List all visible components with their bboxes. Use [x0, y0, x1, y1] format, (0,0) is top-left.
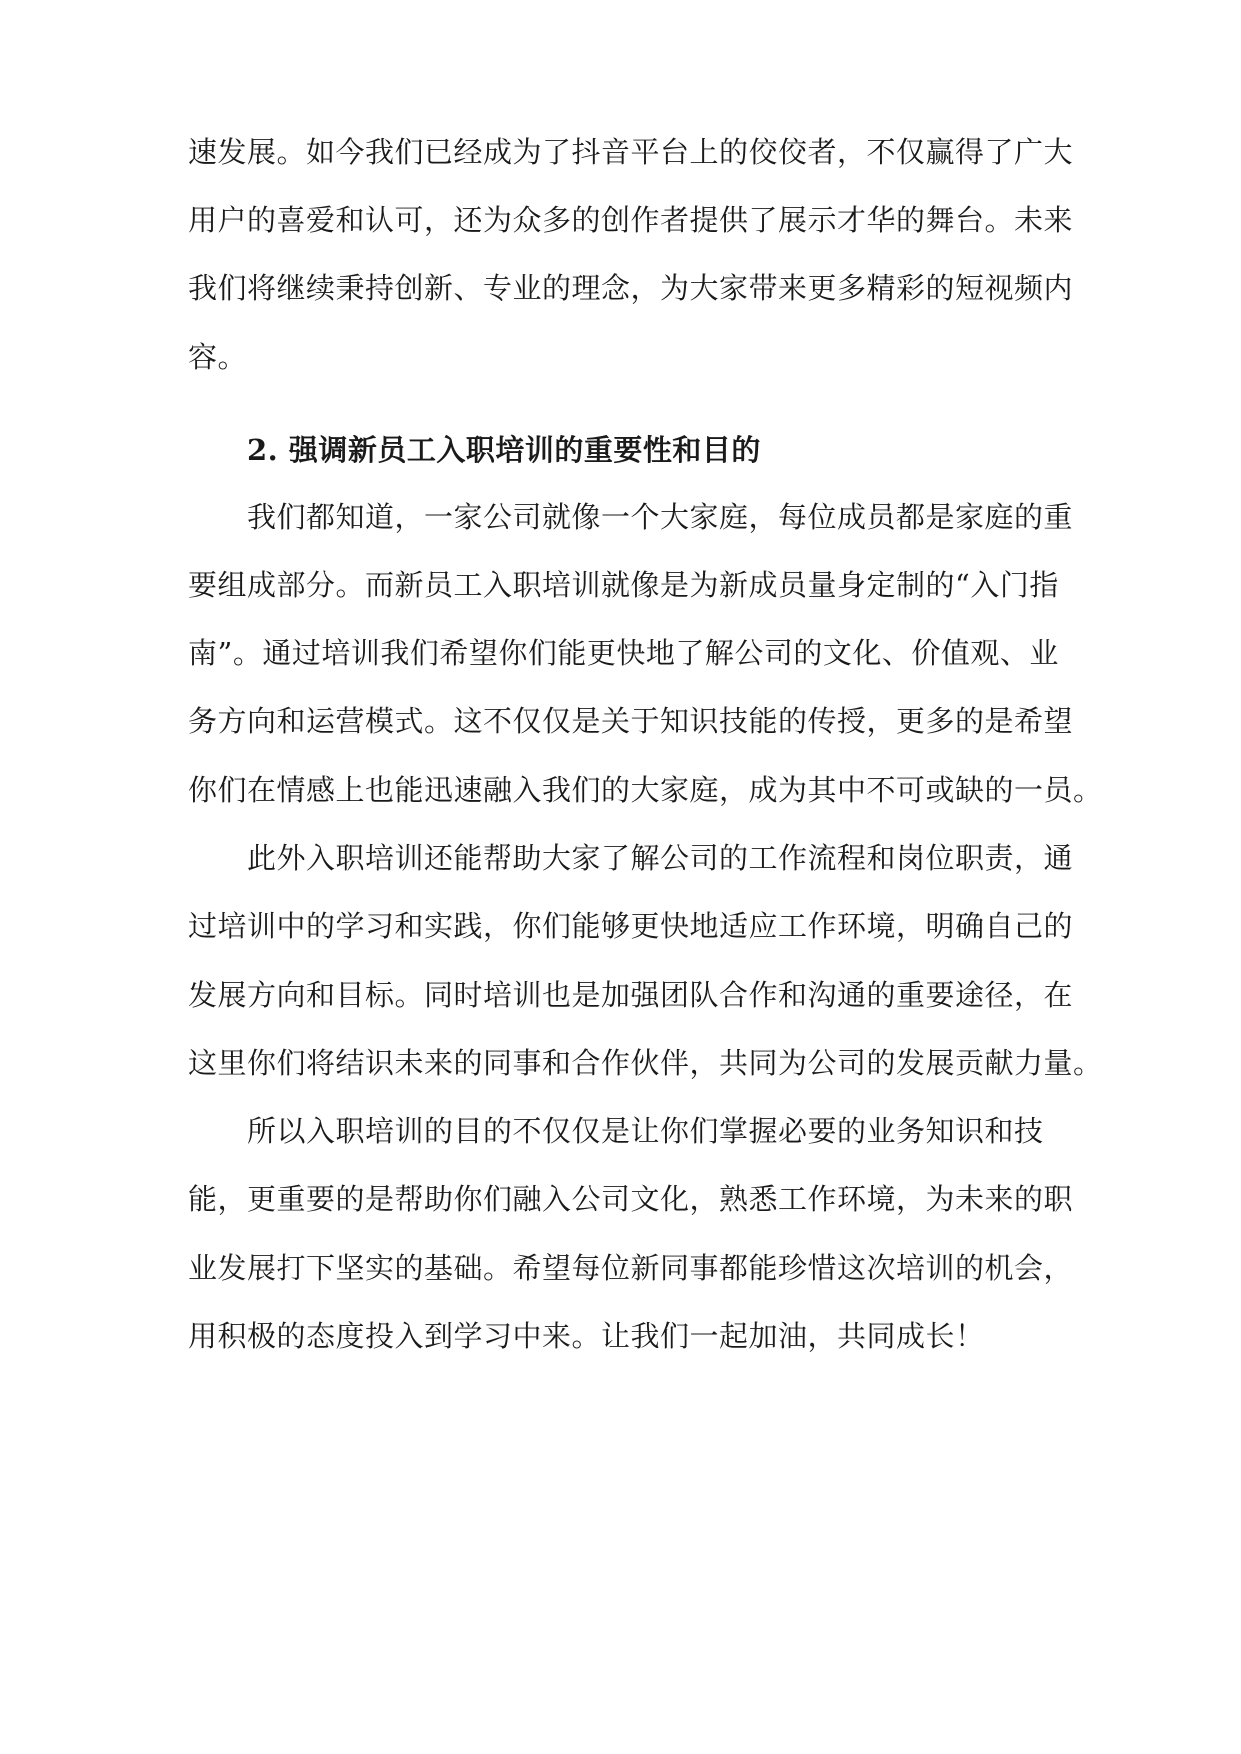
text-line: 能，更重要的是帮助你们融入公司文化，熟悉工作环境，为未来的职 — [188, 1182, 1074, 1216]
text-line: 业发展打下坚实的基础。希望每位新同事都能珍惜这次培训的机会， — [188, 1251, 1074, 1285]
section-heading: 2. 强调新员工入职培训的重要性和目的 — [247, 433, 761, 467]
text-line: 速发展。如今我们已经成为了抖音平台上的佼佼者，不仅赢得了广大 — [188, 135, 1074, 169]
text-line: 所以入职培训的目的不仅仅是让你们掌握必要的业务知识和技 — [247, 1114, 1044, 1148]
text-line: 用户的喜爱和认可，还为众多的创作者提供了展示才华的舞台。未来 — [188, 203, 1074, 237]
text-line: 容。 — [188, 340, 248, 374]
text-line: 要组成部分。而新员工入职培训就像是为新成员量身定制的“入门指 — [188, 568, 1059, 602]
text-line: 用积极的态度投入到学习中来。让我们一起加油，共同成长！ — [188, 1319, 985, 1353]
text-line: 我们都知道，一家公司就像一个大家庭，每位成员都是家庭的重 — [247, 500, 1074, 534]
text-line: 此外入职培训还能帮助大家了解公司的工作流程和岗位职责，通 — [247, 841, 1074, 875]
text-line: 务方向和运营模式。这不仅仅是关于知识技能的传授，更多的是希望 — [188, 704, 1074, 738]
text-line: 过培训中的学习和实践，你们能够更快地适应工作环境，明确自己的 — [188, 909, 1074, 943]
text-line: 我们将继续秉持创新、专业的理念，为大家带来更多精彩的短视频内 — [188, 271, 1074, 305]
text-line: 发展方向和目标。同时培训也是加强团队合作和沟通的重要途径，在 — [188, 978, 1074, 1012]
text-line: 这里你们将结识未来的同事和合作伙伴，共同为公司的发展贡献力量。 — [188, 1046, 1103, 1080]
text-line: 南”。通过培训我们希望你们能更快地了解公司的文化、价值观、业 — [188, 636, 1059, 670]
text-line: 你们在情感上也能迅速融入我们的大家庭，成为其中不可或缺的一员。 — [188, 773, 1103, 807]
